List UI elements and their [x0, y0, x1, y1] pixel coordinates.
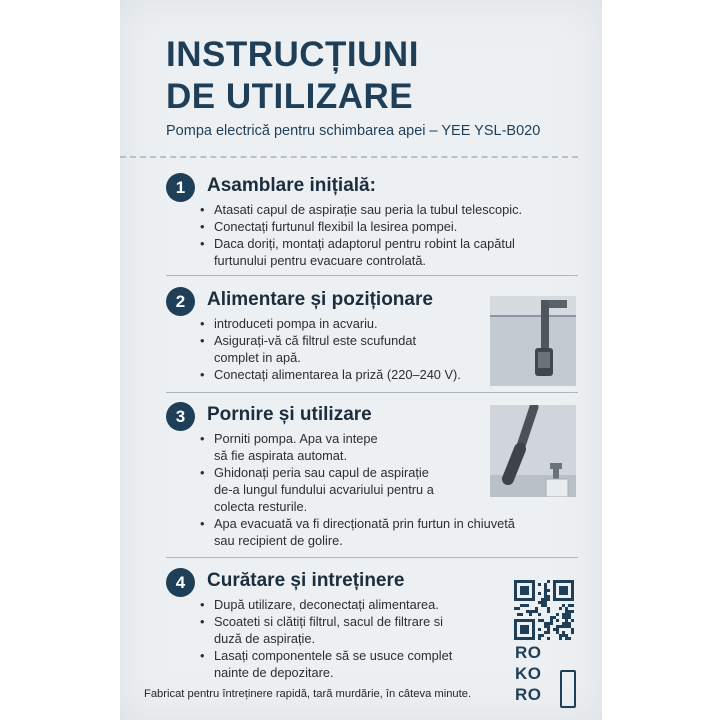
list-item: • Lasați componentele să se usuce complet nainte de depozitare.	[200, 647, 452, 681]
footer-note: Fabricat pentru întreținere rapidă, tară murdărie, în câteva minute.	[144, 688, 472, 700]
page-title	[166, 34, 419, 118]
title-line-1: INSTRUCȚIUNI	[166, 35, 419, 74]
section-divider	[166, 275, 578, 276]
title-line-2: DE UTILIZARE	[166, 77, 414, 116]
dashed-divider	[120, 156, 578, 158]
brand-line-1: RO	[515, 643, 542, 662]
brand-line-2: KO	[515, 664, 542, 683]
list-item: • Atasati capul de aspirație sau peria la tubul telescopic.	[200, 201, 522, 218]
list-item: • Porniti pompa. Apa va intepe să fie aspirata automat.	[200, 430, 515, 464]
step-number-badge: 4	[166, 568, 195, 597]
step-items	[200, 430, 515, 549]
brand-mark-icon	[560, 670, 576, 708]
list-item: • După utilizare, deconectați alimentarea.	[200, 596, 452, 613]
step-title: Pornire și utilizare	[207, 404, 372, 425]
list-item: • Asigurați-vă că filtrul este scufundat complet in apă.	[200, 332, 461, 366]
section-divider	[166, 557, 578, 558]
list-item: • introduceti pompa in acvariu.	[200, 315, 461, 332]
step-number-badge: 3	[166, 402, 195, 431]
step-items	[200, 596, 452, 681]
qr-code-graphic	[514, 580, 574, 640]
step-items	[200, 201, 522, 269]
list-item: • Scoateti si clătiți filtrul, sacul de filtrare si duză de aspirație.	[200, 613, 452, 647]
step-title: Asamblare inițială:	[207, 175, 376, 196]
pump-in-aquarium-illustration	[490, 296, 576, 386]
instruction-card	[120, 0, 602, 720]
brand-line-3: RO	[515, 685, 542, 704]
step-items	[200, 315, 461, 383]
siphon-faucet-icon	[490, 405, 576, 497]
list-item: • Conectați furtunul flexibil la lesirea pompei.	[200, 218, 522, 235]
cleaning-illustration	[490, 405, 576, 497]
list-item: • Daca doriți, montați adaptorul pentru robint la capătul furtunului pentru evacuare controlată.	[200, 235, 522, 269]
list-item: • Conectați alimentarea la priză (220–240 V).	[200, 366, 461, 383]
list-item: • Ghidonați peria sau capul de aspirație de-a lungul fundului acvariului pentru a colecta resturile.	[200, 464, 515, 515]
step-number-badge: 2	[166, 287, 195, 316]
step-title: Alimentare și poziționare	[207, 289, 433, 310]
list-item: • Apa evacuată va fi direcționată prin furtun in chiuvetă sau recipient de golire.	[200, 515, 515, 549]
step-number-badge: 1	[166, 173, 195, 202]
step-title: Curătare și intreținere	[207, 570, 405, 591]
section-divider	[166, 392, 578, 393]
aquarium-pump-icon	[490, 296, 576, 386]
page-subtitle: Pompa electrică pentru schimbarea apei – YEE YSL-B020	[166, 123, 541, 139]
qr-code-icon	[514, 580, 574, 640]
